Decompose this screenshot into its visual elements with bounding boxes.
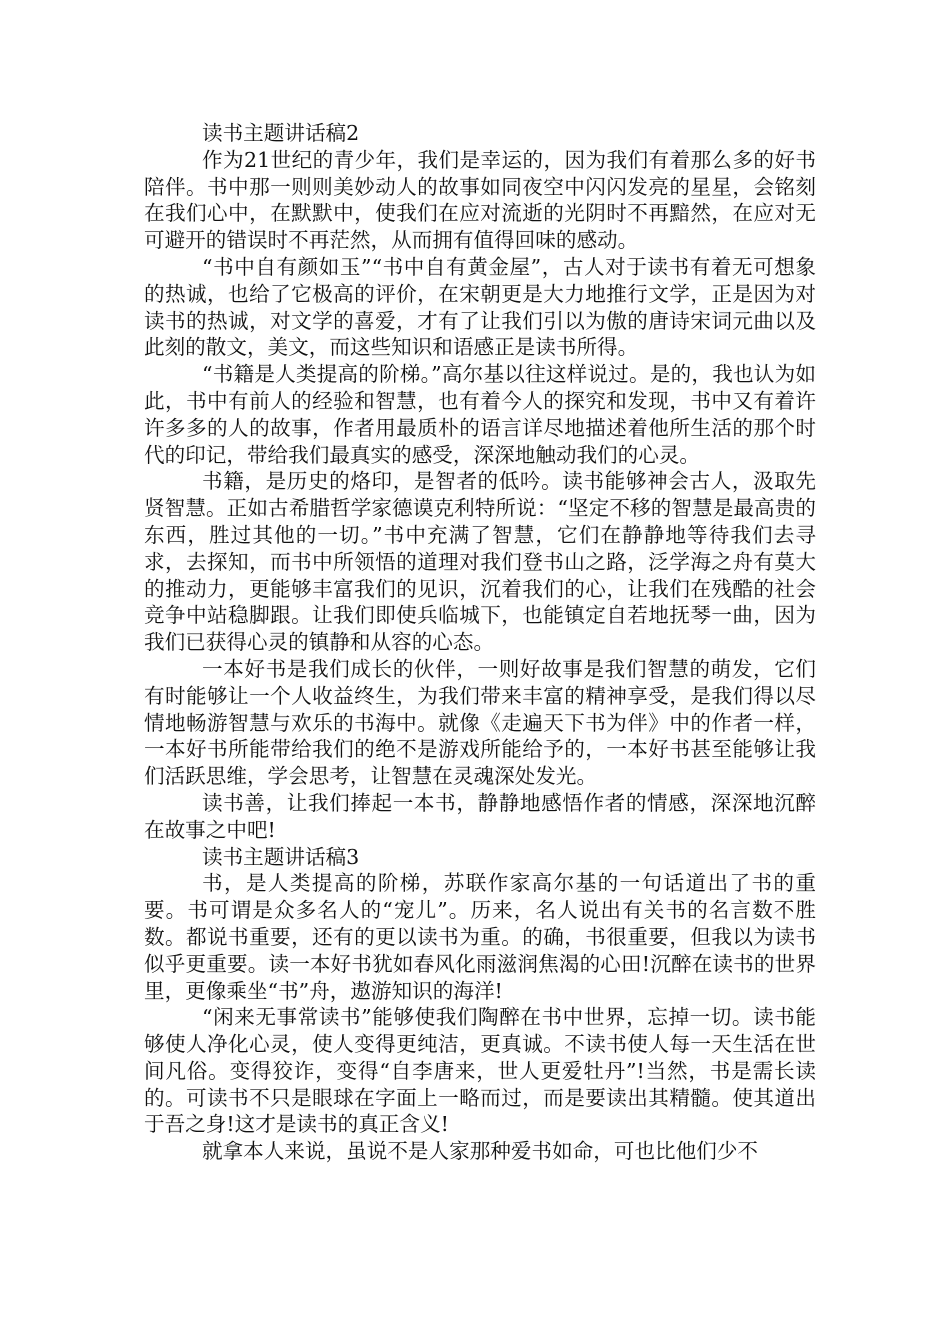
paragraph: 作为21世纪的青少年，我们是幸运的，因为我们有着那么多的好书陪伴。书中那一则则美妙动人的故事如同夜空中闪闪发亮的星星，会铭刻在我们心中，在默默中，使我们在应对流逝的光阴时不再黯然，在应对无可避开的错误时不再茫然，从而拥有值得回味的感动。 bbox=[144, 147, 816, 253]
paragraph: “闲来无事常读书”能够使我们陶醉在书中世界，忘掉一切。读书能够使人净化心灵，使人变得更纯洁，更真诚。不读书使人每一天生活在世间凡俗。变得狡诈，变得“自李唐来，世人更爱牡丹”!当然，书是需长读的。可读书不只是眼球在字面上一略而过，而是要读出其精髓。使其道出于吾之身!这才是读书的真正含义! bbox=[144, 1005, 816, 1137]
section-heading: 读书主题讲话稿2 bbox=[202, 121, 360, 145]
paragraph: “书中自有颜如玉”“书中自有黄金屋”，古人对于读书有着无可想象的热诚，也给了它极高的评价，在宋朝更是大力地推行文学，正是因为对读书的热诚，对文学的喜爱，才有了让我们引以为傲的唐诗宋词元曲以及此刻的散文，美文，而这些知识和语感正是读书所得。 bbox=[144, 254, 816, 360]
paragraph: 书，是人类提高的阶梯，苏联作家高尔基的一句话道出了书的重要。书可谓是众多名人的“宠儿”。历来，名人说出有关书的名言数不胜数。都说书重要，还有的更以读书为重。的确，书很重要，但我以为读书似乎更重要。读一本好书犹如春风化雨滋润焦渴的心田!沉醉在读书的世界里，更像乘坐“书”舟，遨游知识的海洋! bbox=[144, 871, 816, 1003]
paragraph: 读书善，让我们捧起一本书，静静地感悟作者的情感，深深地沉醉在故事之中吧! bbox=[144, 790, 816, 842]
paragraph: 就拿本人来说，虽说不是人家那种爱书如命，可也比他们少不 bbox=[202, 1139, 759, 1164]
speech-section-2 bbox=[144, 120, 816, 844]
speech-section-3 bbox=[144, 844, 816, 1166]
section-heading: 读书主题讲话稿3 bbox=[202, 844, 360, 869]
document-page bbox=[144, 120, 816, 1165]
paragraph: 书籍，是历史的烙印，是智者的低吟。读书能够神会古人，汲取先贤智慧。正如古希腊哲学家德谟克利特所说：“坚定不移的智慧是最高贵的东西，胜过其他的一切。”书中充满了智慧，它们在静静地等待我们去寻求，去探知，而书中所领悟的道理对我们登书山之路，泛学海之舟有莫大的推动力，更能够丰富我们的见识，沉着我们的心，让我们在残酷的社会竞争中站稳脚跟。让我们即使兵临城下，也能镇定自若地抚琴一曲，因为我们已获得心灵的镇静和从容的心态。 bbox=[144, 469, 816, 655]
paragraph: 一本好书是我们成长的伙伴，一则好故事是我们智慧的萌发，它们有时能够让一个人收益终生，为我们带来丰富的精神享受，是我们得以尽情地畅游智慧与欢乐的书海中。就像《走遍天下书为伴》中的作者一样，一本好书所能带给我们的绝不是游戏所能给予的，一本好书甚至能够让我们活跃思维，学会思考，让智慧在灵魂深处发光。 bbox=[144, 656, 816, 789]
paragraph: “书籍是人类提高的阶梯。”高尔基以往这样说过。是的，我也认为如此，书中有前人的经验和智慧，也有着今人的探究和发现，书中又有着许许多多的人的故事，作者用最质朴的语言详尽地描述着他所生活的那个时代的印记，带给我们最真实的感受，深深地触动我们的心灵。 bbox=[144, 362, 816, 467]
